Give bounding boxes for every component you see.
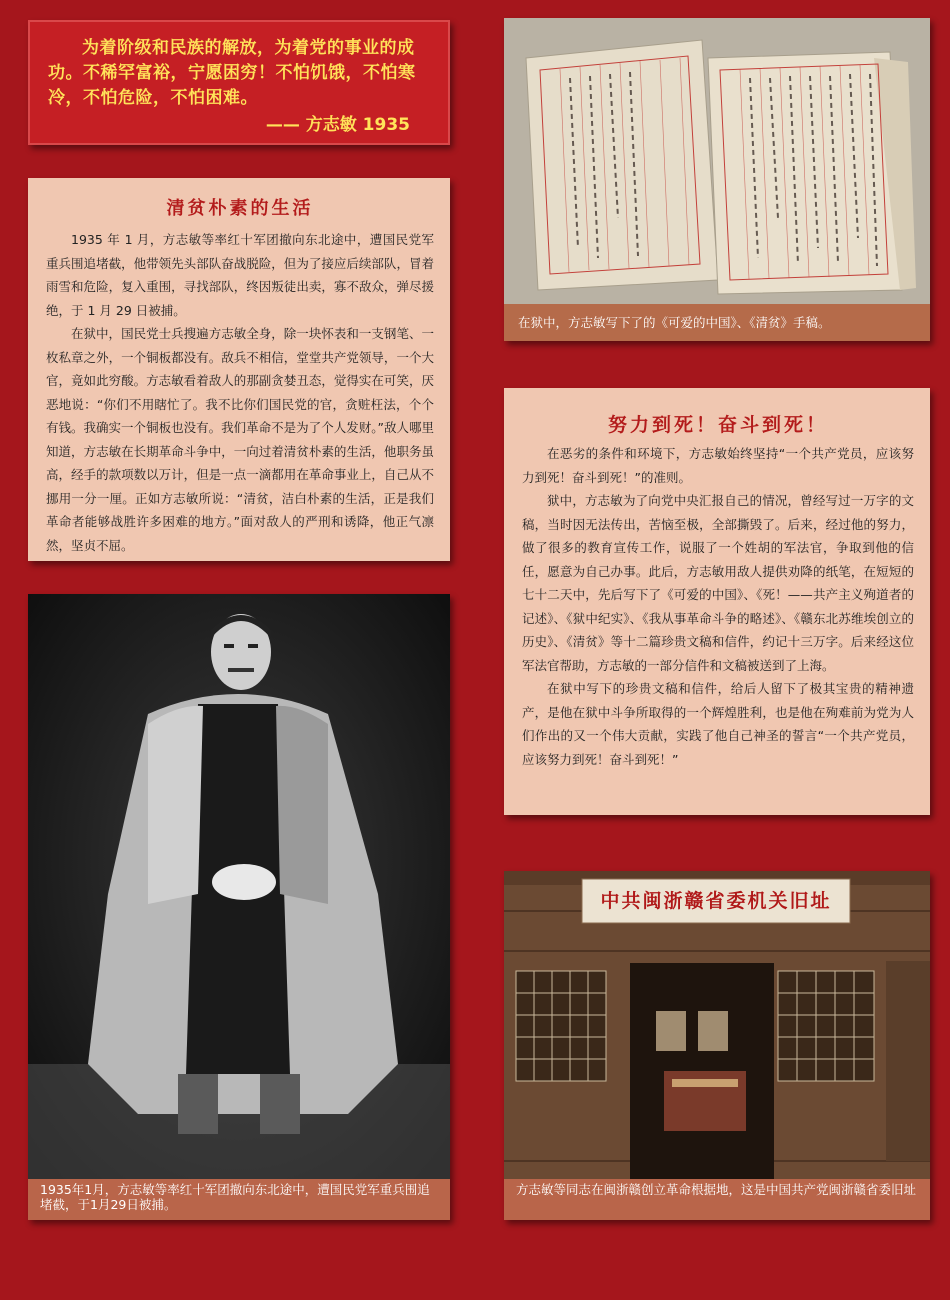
paragraph: 在恶劣的条件和环境下，方志敏始终坚持“一个共产党员，应该努力到死！奋斗到死！”的准则。 — [522, 446, 914, 485]
portrait-image — [28, 594, 450, 1186]
manuscript-caption: 在狱中，方志敏写下了的《可爱的中国》、《清贫》手稿。 — [504, 304, 930, 341]
paragraph: 1935 年 1 月，方志敏等率红十军团撤向东北途中，遭国民党军重兵围追堵截，他带领先头部队奋战脱险，但为了接应后续部队，冒着雨雪和危险，复入重围，寻找部队，终因叛徒出卖，寡不敌众，弹尽援绝，于 1 月 29 日被捕。 — [46, 232, 434, 318]
section-title: 清贫朴素的生活 — [166, 198, 314, 219]
manuscript-photo — [504, 18, 930, 341]
section-struggle — [504, 388, 930, 815]
portrait-photo — [28, 594, 450, 1220]
paragraph: 在狱中写下的珍贵文稿和信件，给后人留下了极其宝贵的精神遗产，是他在狱中斗争所取得的一个辉煌胜利，也是他在殉难前为党为人们作出的又一个伟大贡献，实践了他自己神圣的誓言“一个共产党员，应该努力到死！奋斗到死！” — [522, 681, 914, 767]
section-simple-life — [28, 178, 450, 561]
portrait-caption: 1935年1月，方志敏等率红十军团撤向东北途中，遭国民党军重兵围追堵截，于1月29日被捕。 — [28, 1179, 450, 1220]
building-sign: 中共闽浙赣省委机关旧址 — [600, 890, 832, 912]
quote-attribution: —— 方志敏 1935 — [265, 115, 410, 135]
section-title: 努力到死！奋斗到死！ — [607, 414, 828, 436]
paragraph: 狱中，方志敏为了向党中央汇报自己的情况，曾经写过一万字的文稿，当时因无法传出，苦恼至极，全部撕毁了。后来，经过他的努力，做了很多的教育宣传工作，说服了一个姓胡的军法官，争取到他的信任，愿意为自己办事。此后，方志敏用敌人提供劝降的纸笔，在短短的七十二天中，先后写下了《可爱的中国》、《死！——共产主义殉道者的记述》、《狱中纪实》、《我从事革命斗争的略述》、《赣东北苏维埃创立的历史》、《清贫》等十二篇珍贵文稿和信件，约记十三万字。后来经这位军法官帮助，方志敏的一部分信件和文稿被送到了上海。 — [522, 493, 914, 673]
building-photo — [504, 871, 930, 1220]
quote-box — [28, 20, 450, 145]
manuscript-image — [504, 18, 930, 304]
paragraph: 在狱中，国民党士兵搜遍方志敏全身，除一块怀表和一支钢笔、一枚私章之外，一个铜板都没有。敌兵不相信，堂堂共产党领导，一个大官，竟如此穷酸。方志敏看着敌人的那副贪婪丑态，觉得实在可笑，厌恶地说：“你们不用瞎忙了。我不比你们国民党的官，贪赃枉法，个个有钱。我确实一个铜板也没有。我们革命不是为了个人发财。”敌人哪里知道，方志敏在长期革命斗争中，一向过着清贫朴素的生活，他职务虽高，经手的款项数以万计，但是一点一滴都用在革命事业上，自己从不挪用一分一厘。正如方志敏所说：“清贫，洁白朴素的生活，正是我们革命者能够战胜许多困难的地方。”面对敌人的严刑和诱降，他正气凛然，坚贞不屈。 — [46, 326, 434, 553]
building-caption: 方志敏等同志在闽浙赣创立革命根据地，这是中国共产党闽浙赣省委旧址 — [504, 1179, 930, 1220]
quote-text: 为着阶级和民族的解放，为着党的事业的成功。不稀罕富裕，宁愿困穷！不怕饥饿，不怕寒冷，不怕危险，不怕困难。 — [48, 38, 416, 108]
